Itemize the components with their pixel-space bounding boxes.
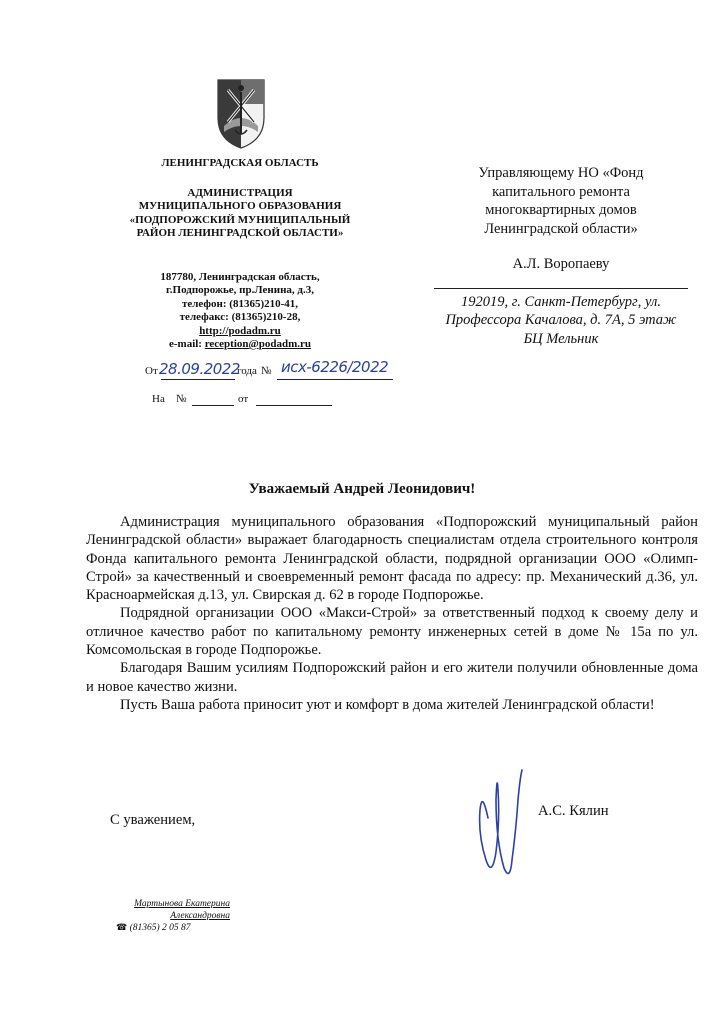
executor-block	[100, 899, 230, 935]
recipient-line: многоквартирных домов	[485, 202, 637, 218]
sender-organization	[105, 187, 375, 241]
date-blank	[161, 379, 235, 380]
from-label: От	[145, 365, 158, 377]
coat-of-arms-emblem	[214, 74, 268, 152]
address-line: 187780, Ленинградская область,	[160, 270, 320, 283]
handwritten-number: исх-6226/2022	[281, 358, 389, 376]
recipient-address-line: Профессора Качалова, д. 7А, 5 этаж	[445, 312, 677, 328]
recipient-address-line: 192019, г. Санкт-Петербург, ул.	[461, 293, 661, 310]
recipient-address-line: БЦ Мельник	[523, 330, 599, 347]
body-paragraph: Администрация муниципального образования «Подпорожский муниципальный район Ленинградской области» выражает благодарность специалистам отдела строительного контроля Фонда капитального ремонта Ленинградской области, подрядной организации ООО «Олимп- Строй» за качественный и своевременный ремонт фасада по адресу: пр. Механический д.36, ул. Красноармейская д.13, ул. Свирская д. 62 в городе Подпорожье.	[86, 514, 698, 604]
address-line: г.Подпорожье, пр.Ленина, д.3,	[166, 284, 314, 296]
number-blank	[277, 379, 393, 380]
telephone-icon: ☎	[116, 922, 128, 932]
email-label: e-mail:	[168, 338, 202, 350]
letter-body	[86, 513, 698, 714]
body-paragraph: Подрядной организации ООО «Макси-Строй» за ответственный подход к своему делу и отличное качество работ по капитальному ремонту инженерных сетей в доме № 15а по ул. Комсомольская в городе Подпорожье.	[86, 605, 698, 659]
on-from-label: от	[238, 393, 249, 405]
org-line: АДМИНИСТРАЦИЯ	[187, 186, 293, 199]
closing: С уважением,	[110, 812, 196, 828]
executor-phone: (81365) 2 05 87	[129, 923, 191, 933]
handwritten-date: 28.09.2022	[159, 360, 240, 378]
recipient-line: Управляющему НО «Фонд	[478, 165, 644, 181]
sender-block	[105, 157, 375, 352]
body-paragraph: Благодаря Вашим усилиям Подпорожский район и его жители получили обновленные дома и новое качество жизни.	[86, 660, 698, 695]
executor-phone-row	[100, 922, 230, 935]
salutation: Уважаемый Андрей Леонидович!	[248, 481, 476, 497]
org-line: РАЙОН ЛЕНИНГРАДСКОЙ ОБЛАСТИ»	[136, 227, 344, 239]
sender-address	[105, 271, 375, 352]
recipient-divider	[434, 288, 688, 289]
year-label: года	[237, 365, 257, 377]
on-number-blank	[192, 405, 234, 406]
org-line: «ПОДПОРОЖСКИЙ МУНИЦИПАЛЬНЫЙ	[129, 213, 351, 226]
org-line: МУНИЦИПАЛЬНОГО ОБРАЗОВАНИЯ	[138, 200, 342, 212]
email-link[interactable]: reception@podadm.ru	[204, 338, 312, 350]
recipient-name: А.Л. Воропаеву	[512, 256, 610, 272]
on-label: На	[152, 393, 165, 405]
recipient-block	[426, 164, 696, 348]
address-line: телефон: (81365)210-41,	[181, 297, 299, 310]
body-paragraph: Пусть Ваша работа приносит уют и комфорт в дома жителей Ленинградской области!	[120, 696, 655, 713]
outgoing-reference	[145, 358, 405, 383]
recipient-line: капитального ремонта	[492, 183, 630, 200]
address-line: телефакс: (81365)210-28,	[179, 311, 301, 323]
number-label: №	[261, 365, 272, 377]
website-link[interactable]: http://podadm.ru	[199, 324, 281, 337]
on-number-label: №	[176, 393, 187, 405]
on-date-blank	[256, 405, 332, 406]
sender-region: ЛЕНИНГРАДСКАЯ ОБЛАСТЬ	[161, 157, 319, 169]
executor-name: Мартынова Екатерина	[134, 899, 230, 909]
recipient-line: Ленинградской области»	[484, 220, 638, 237]
executor-name-cont: Александровна	[170, 910, 230, 921]
incoming-reference	[152, 393, 342, 409]
handwritten-signature	[452, 760, 542, 890]
signer-name: А.С. Кялин	[538, 803, 609, 819]
